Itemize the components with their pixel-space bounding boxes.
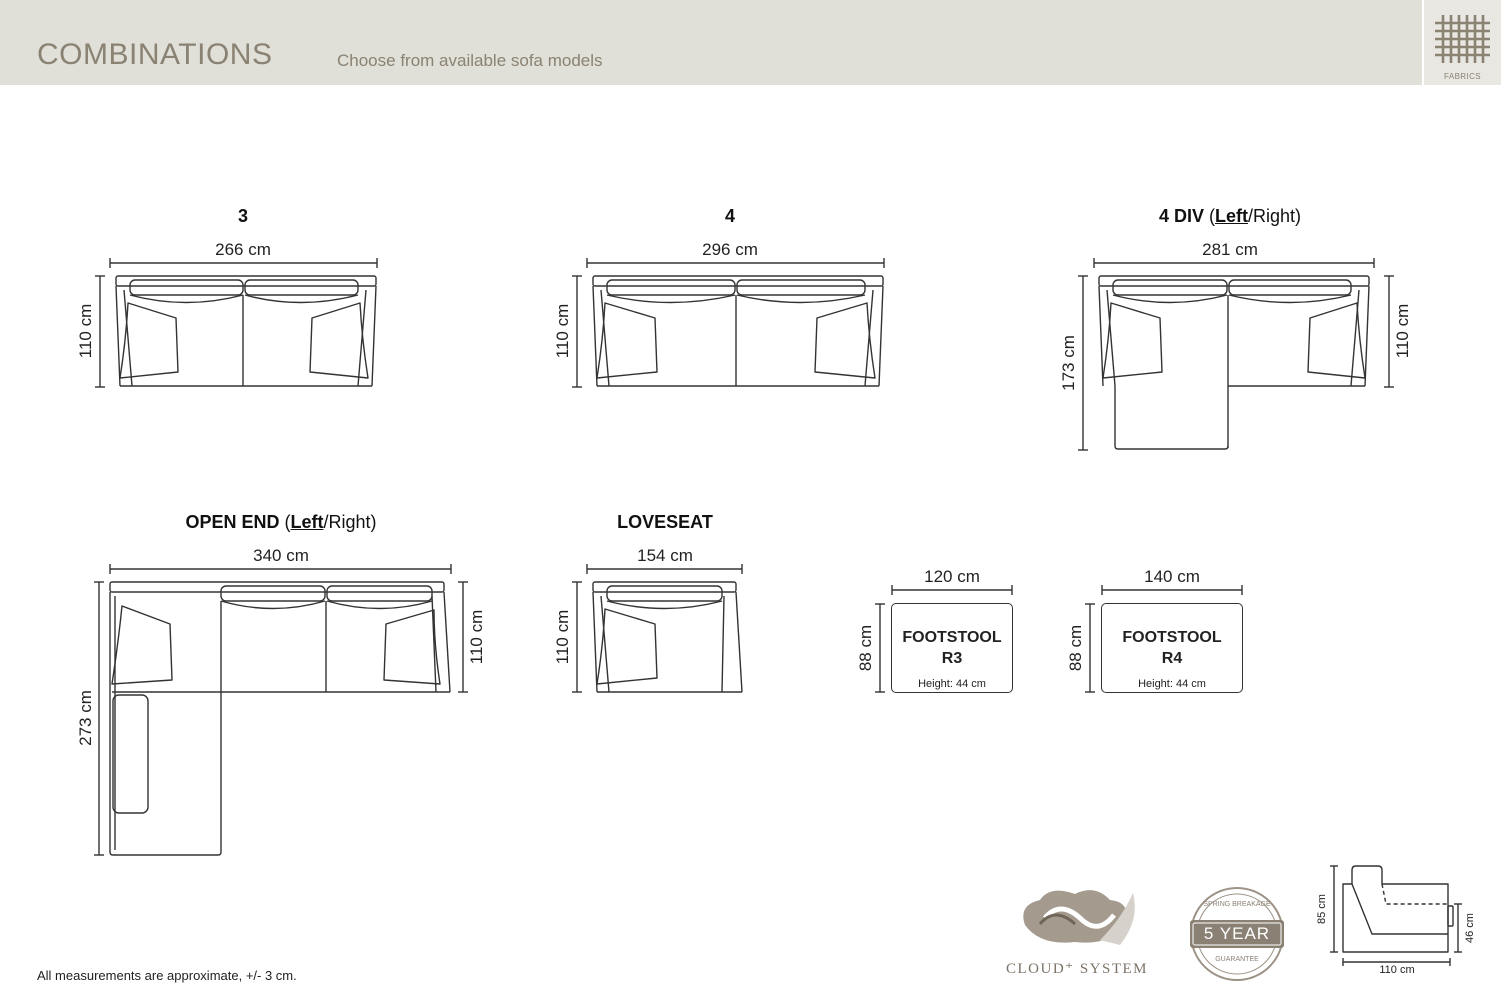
fabrics-label: FABRICS [1443,72,1482,81]
sofa-open-end-drawing [94,564,468,855]
cloud-system-logo [1023,890,1135,945]
footstool-r3 [891,603,1013,693]
model-4-div-width: 281 cm [1202,240,1258,259]
sofa-4-drawing [572,258,884,387]
model-loveseat-title: LOVESEAT [617,512,713,532]
footstool-r3-depth: 88 cm [856,624,875,672]
model-open-end-depth-left: 273 cm [76,690,95,746]
loveseat-drawing [572,564,742,692]
side-view-drawing [1330,866,1462,966]
model-3-depth: 110 cm [76,303,95,359]
footstool-r4-label: FOOTSTOOL R4 [1122,629,1222,667]
measurement-footnote: All measurements are approximate, +/- 3 cm. [37,968,297,983]
model-open-end-title: OPEN END (Left/Right) [185,512,377,532]
footstool-r4-width: 140 cm [1144,567,1200,586]
warranty-bottom-label: GUARANTEE [1215,956,1259,963]
model-4-div-depth-right: 110 cm [1393,303,1412,359]
side-view-height: 85 cm [1316,894,1328,924]
footstool-r4-depth: 88 cm [1066,624,1085,672]
model-open-end-width: 340 cm [253,546,309,565]
warranty-top-label: SPRING BREAKAGE [1203,901,1271,908]
footstool-r3-height: Height: 44 cm [918,678,986,690]
page-subtitle: Choose from available sofa models [337,51,603,70]
footstool-r3-label: FOOTSTOOL R3 [902,629,1002,667]
footstool-r4-height: Height: 44 cm [1138,678,1206,690]
model-4-div-title: 4 DIV (Left/Right) [1158,206,1302,226]
model-4-div-depth-left: 173 cm [1059,335,1078,391]
cloud-system-label: CLOUD⁺ SYSTEM [1005,961,1149,977]
sofa-4-div-drawing [1078,258,1394,450]
model-3-width: 266 cm [215,240,271,259]
model-open-end-depth-right: 110 cm [467,609,486,665]
model-4-width: 296 cm [702,240,758,259]
side-view-depth: 110 cm [1379,964,1415,976]
model-4-depth: 110 cm [553,303,572,359]
sofa-3-drawing [95,258,377,387]
side-view-seat-height: 46 cm [1464,913,1476,943]
model-loveseat-depth: 110 cm [553,609,572,665]
warranty-main-label: 5 YEAR [1203,924,1271,943]
model-4-title: 4 [724,206,736,226]
page-title: COMBINATIONS [37,38,273,71]
footstool-r4 [1101,603,1243,693]
footstool-r3-width: 120 cm [924,567,980,586]
model-loveseat-width: 154 cm [637,546,693,565]
model-3-title: 3 [237,206,249,226]
